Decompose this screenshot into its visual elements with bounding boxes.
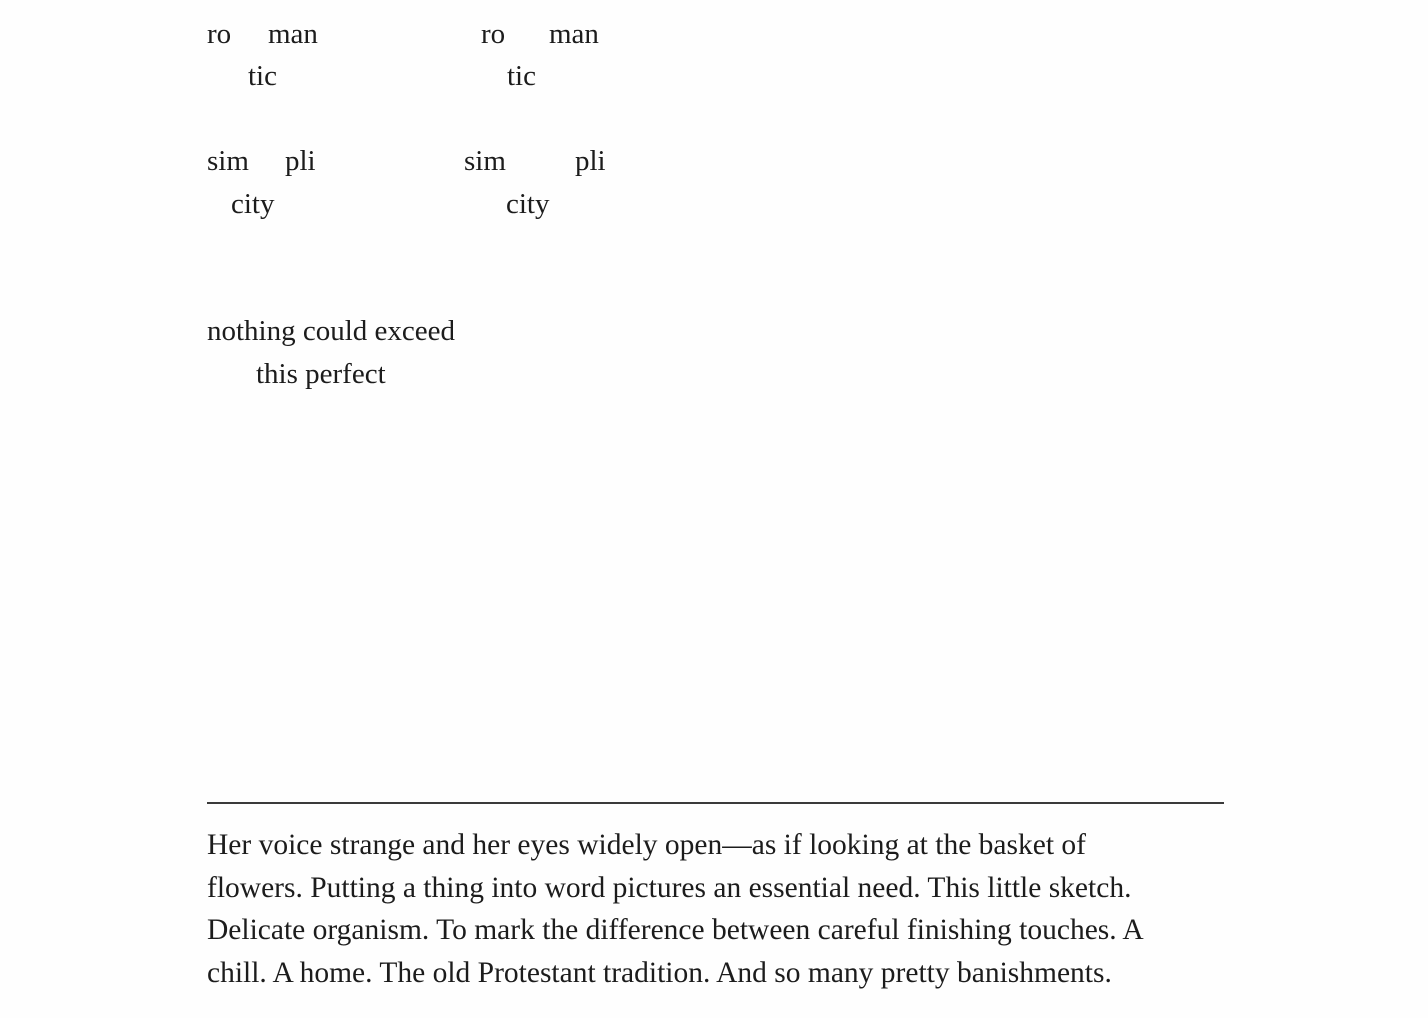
section-divider xyxy=(207,802,1224,804)
prose-paragraph xyxy=(207,824,1237,994)
poem-fragment-city: city xyxy=(231,188,275,220)
prose-line: Delicate organism. To mark the difference between careful finishing touches. A xyxy=(207,914,1144,947)
poem-fragment-pli: pli xyxy=(285,145,316,177)
poem-fragment-ro: ro xyxy=(207,18,232,50)
poem-fragment-man: man xyxy=(268,18,318,50)
poem-fragment-pli-right: pli xyxy=(575,145,606,177)
poem-fragment-ro-right: ro xyxy=(481,18,506,50)
prose-line: Her voice strange and her eyes widely open—as if looking at the basket of xyxy=(207,829,1086,861)
prose-line: flowers. Putting a thing into word pictures an essential need. This little sketch. xyxy=(207,871,1132,904)
poem-fragment-city-right: city xyxy=(506,188,550,220)
prose-line: chill. A home. The old Protestant tradition. And so many pretty banishments. xyxy=(207,956,1112,989)
poem-fragment-sim-right: sim xyxy=(464,145,506,177)
poem-fragment-tic: tic xyxy=(248,60,277,92)
poem-line-nothing-could-exceed: nothing could exceed xyxy=(207,315,456,347)
poem-fragment-man-right: man xyxy=(549,18,599,50)
poem-fragment-tic-right: tic xyxy=(507,60,536,92)
poem-fragment-sim: sim xyxy=(207,145,249,177)
poem-line-this-perfect: this perfect xyxy=(256,358,386,390)
